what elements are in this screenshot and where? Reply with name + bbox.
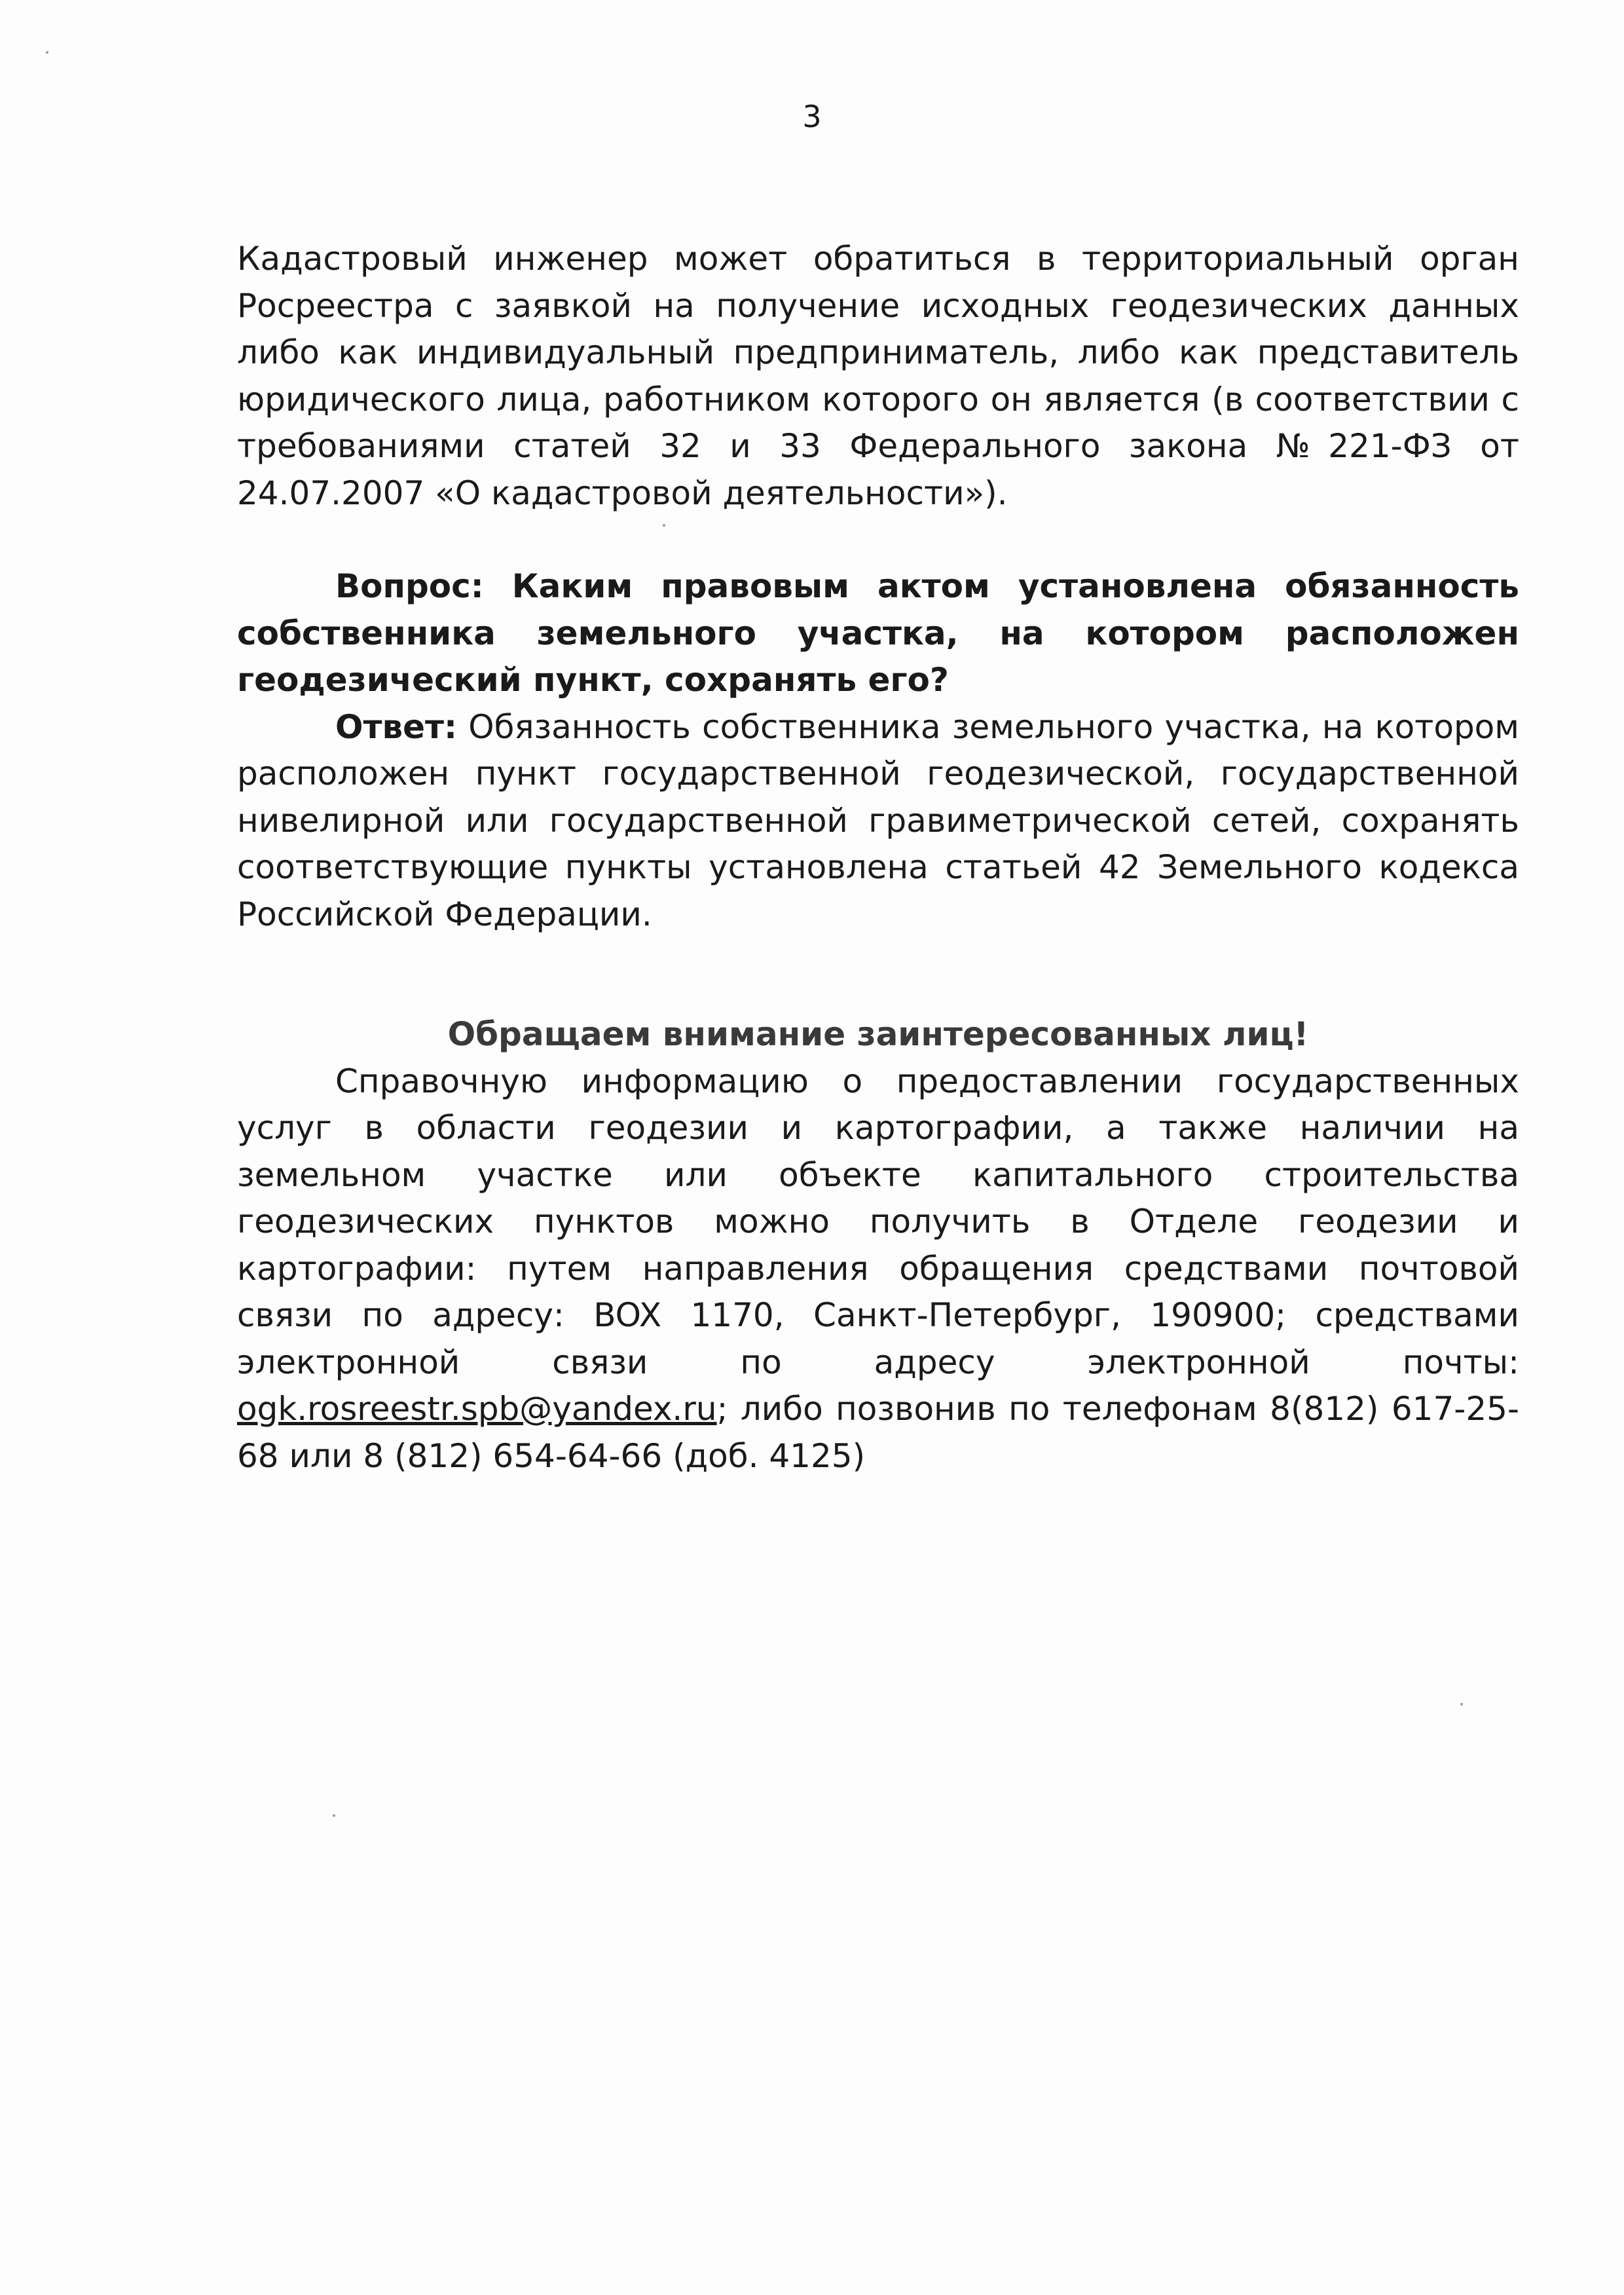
question-text: Каким правовым актом установлена обязанность собственника земельного участка, на котором расположен геодезический пункт, сохранять его? — [237, 567, 1519, 699]
document-body — [237, 236, 1519, 1480]
page-number: 3 — [802, 99, 822, 134]
question-paragraph — [237, 563, 1519, 704]
answer-paragraph — [237, 704, 1519, 939]
notice-paragraph — [237, 1058, 1519, 1480]
spacer — [237, 938, 1519, 1011]
scan-speck — [1460, 1703, 1463, 1706]
notice-text-before-email: Справочную информацию о предоставлении государственных услуг в области геодезии и картографии, а также наличии на земельном участке или объекте капитального строительства геодезических пунктов можно получить в Отделе геодезии и картографии: путем направления обращения средствами почтовой связи по адресу: BOX 1170, Санкт-Петербург, 190900; средствами электронной связи по адресу электронной почты: — [237, 1062, 1519, 1381]
paragraph-cadastral-engineer: Кадастровый инженер может обратиться в территориальный орган Росреестра с заявкой на получение исходных геодезических данных либо как индивидуальный предприниматель, либо как представитель юридического лица, работником которого он является (в соответствии с требованиями статей 32 и 33 Федерального закона №221-ФЗ от 24.07.2007 «О кадастровой деятельности»). — [237, 240, 1519, 512]
scan-speck — [333, 1814, 335, 1817]
email-link[interactable]: ogk.rosreestr.spb@yandex.ru — [237, 1390, 717, 1428]
answer-text: Обязанность собственника земельного участка, на котором расположен пункт государственной геодезической, государственной нивелирной или государственной гравиметрической сетей, сохранять соответствующие пункты установлена статьей 42 Земельного кодекса Российской Федерации. — [237, 707, 1519, 933]
spacer — [237, 517, 1519, 563]
notice-text-after-email: ; либо позвонив по телефонам 8(812) 617-25-68 или 8 (812) 654-64-66 (доб. 4125) — [237, 1390, 1519, 1475]
question-label: Вопрос: — [335, 567, 484, 605]
scan-speck — [46, 51, 48, 54]
notice-heading: Обращаем внимание заинтересованных лиц! — [447, 1015, 1309, 1053]
answer-label: Ответ: — [335, 707, 458, 746]
scan-speck — [663, 524, 665, 527]
